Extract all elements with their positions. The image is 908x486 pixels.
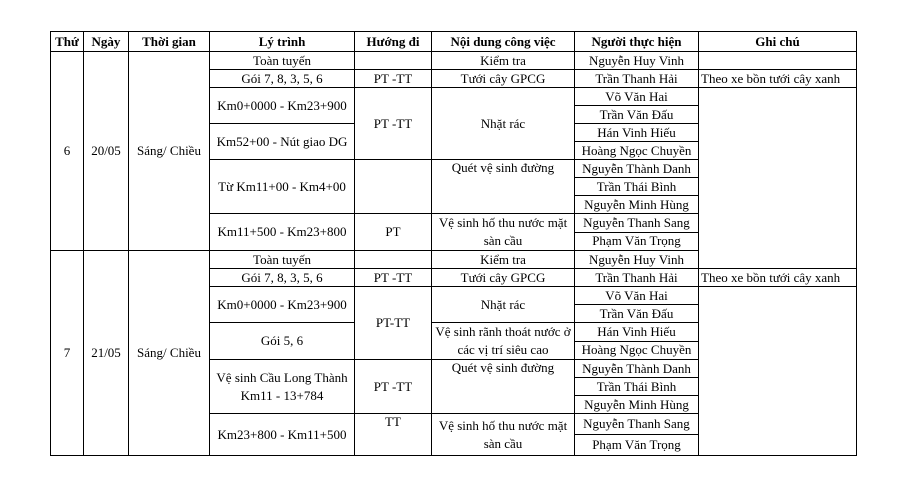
date-cell: 21/05 [84,251,129,456]
route-cell: Gói 5, 6 [210,323,355,360]
task-cell: Kiểm tra [432,52,575,70]
note-cell [699,52,857,70]
task-cell: Vệ sinh hố thu nước mặt sàn cầu [432,214,575,251]
route-cell: Km0+0000 - Km23+900 [210,88,355,124]
direction-cell: TT [355,414,432,456]
worker-cell: Nguyễn Huy Vinh [575,52,699,70]
direction-cell: PT -TT [355,360,432,414]
route-cell: Gói 7, 8, 3, 5, 6 [210,70,355,88]
direction-cell: PT-TT [355,287,432,360]
worker-cell: Trần Thái Bình [575,378,699,396]
route-cell: Từ Km11+00 - Km4+00 [210,160,355,214]
task-cell: Nhặt rác [432,287,575,323]
worker-cell: Trần Văn Đấu [575,106,699,124]
worker-cell: Nguyễn Thành Danh [575,160,699,178]
direction-cell: PT -TT [355,70,432,88]
task-cell: Quét vệ sinh đường [432,160,575,214]
direction-cell [355,52,432,70]
route-cell: Km11+500 - Km23+800 [210,214,355,251]
direction-cell [355,160,432,214]
worker-cell: Nguyễn Thành Danh [575,360,699,378]
task-cell: Kiểm tra [432,251,575,269]
header-huong-di: Hướng đi [355,32,432,52]
worker-cell: Trần Văn Đấu [575,305,699,323]
table-row [51,52,857,70]
header-ly-trinh: Lý trình [210,32,355,52]
work-schedule-table [50,31,857,456]
route-cell: Vệ sinh Cầu Long Thành Km11 - 13+784 [210,360,355,414]
task-cell: Vệ sinh rãnh thoát nước ở các vị trí siêu cao [432,323,575,360]
worker-cell: Phạm Văn Trọng [575,232,699,251]
worker-cell: Hán Vinh Hiếu [575,323,699,342]
worker-cell: Trần Thanh Hải [575,269,699,287]
worker-cell: Nguyễn Minh Hùng [575,396,699,414]
worker-cell: Phạm Văn Trọng [575,435,699,456]
worker-cell: Nguyễn Huy Vinh [575,251,699,269]
worker-cell: Võ Văn Hai [575,287,699,305]
task-cell: Tưới cây GPCG [432,70,575,88]
header-thoi-gian: Thời gian [129,32,210,52]
task-cell: Tưới cây GPCG [432,269,575,287]
time-cell: Sáng/ Chiều [129,251,210,456]
direction-cell: PT -TT [355,88,432,160]
date-cell: 20/05 [84,52,129,251]
task-cell: Quét vệ sinh đường [432,360,575,414]
header-thu: Thứ [51,32,84,52]
worker-cell: Trần Thanh Hải [575,70,699,88]
worker-cell: Nguyễn Minh Hùng [575,196,699,214]
day-cell: 7 [51,251,84,456]
direction-cell: PT [355,214,432,251]
worker-cell: Hán Vinh Hiếu [575,124,699,142]
time-cell: Sáng/ Chiều [129,52,210,251]
route-cell: Km0+0000 - Km23+900 [210,287,355,323]
route-cell: Toàn tuyến [210,251,355,269]
route-cell: Gói 7, 8, 3, 5, 6 [210,269,355,287]
note-cell: Theo xe bồn tưới cây xanh [699,269,857,287]
route-cell: Km52+00 - Nút giao DG [210,124,355,160]
note-cell: Theo xe bồn tưới cây xanh [699,70,857,88]
worker-cell: Nguyễn Thanh Sang [575,414,699,435]
header-ghi-chu: Ghi chú [699,32,857,52]
task-cell: Nhặt rác [432,88,575,160]
header-row [51,32,857,52]
direction-cell: PT -TT [355,269,432,287]
route-cell: Toàn tuyến [210,52,355,70]
header-ngay: Ngày [84,32,129,52]
worker-cell: Hoàng Ngọc Chuyền [575,142,699,160]
direction-cell [355,251,432,269]
day-cell: 6 [51,52,84,251]
note-cell [699,88,857,269]
header-nguoi-thuc-hien: Người thực hiện [575,32,699,52]
route-cell: Km23+800 - Km11+500 [210,414,355,456]
worker-cell: Hoàng Ngọc Chuyền [575,341,699,360]
header-noi-dung: Nội dung công việc [432,32,575,52]
worker-cell: Võ Văn Hai [575,88,699,106]
task-cell: Vệ sinh hố thu nước mặt sàn cầu [432,414,575,456]
note-cell [699,287,857,456]
worker-cell: Nguyễn Thanh Sang [575,214,699,233]
worker-cell: Trần Thái Bình [575,178,699,196]
